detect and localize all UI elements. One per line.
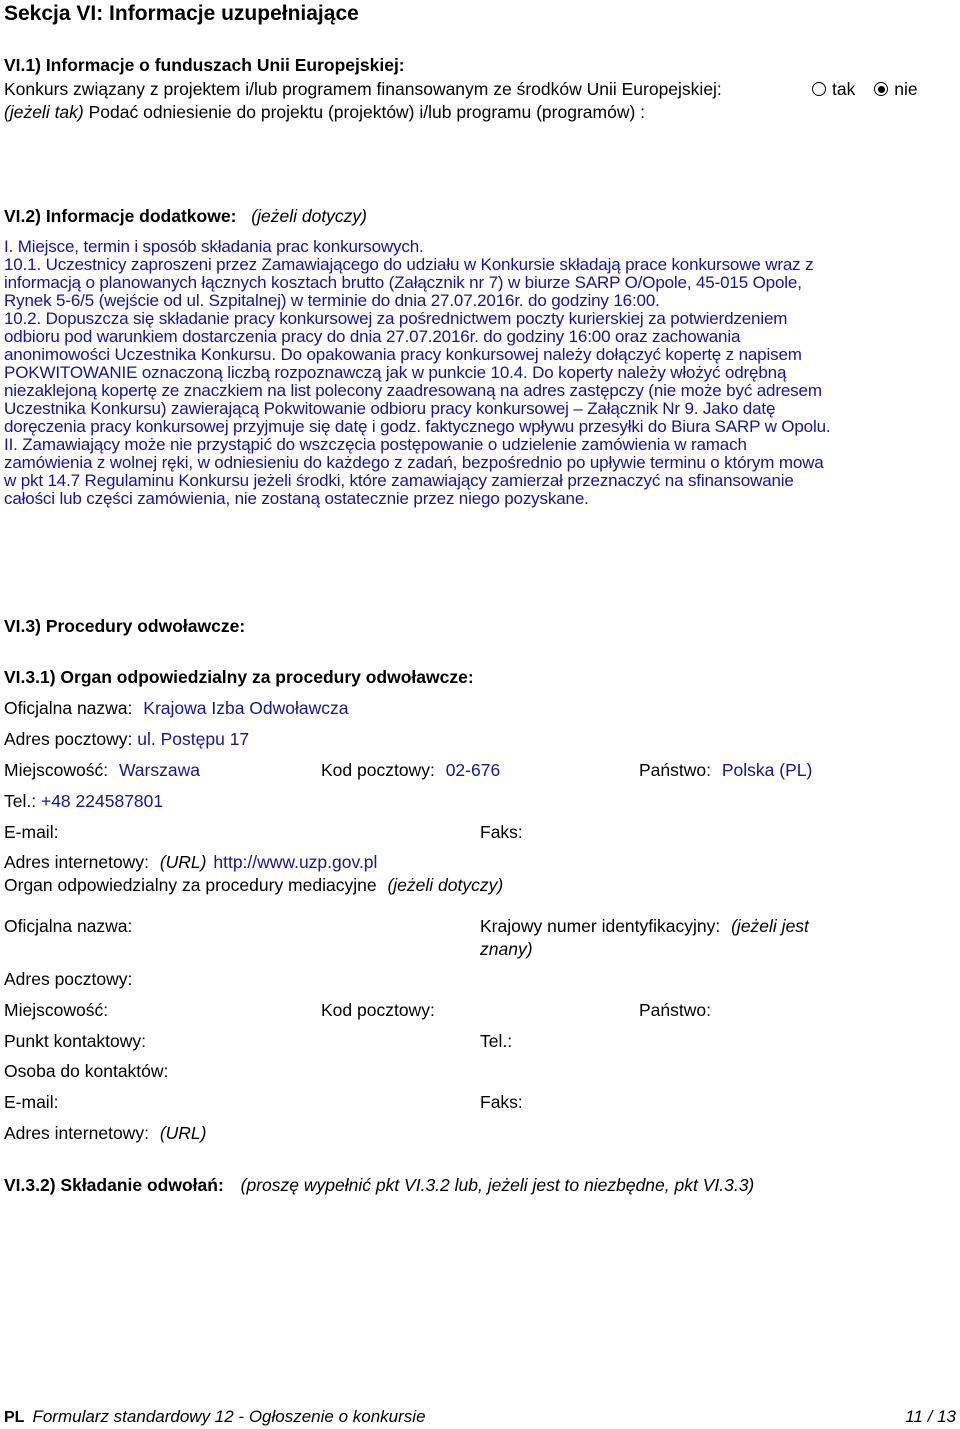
radio-nie[interactable]: nie bbox=[874, 79, 917, 99]
text-line: POKWITOWANIE oznaczoną liczbą rozpoznawczą jak w punkcie 10.4. Do koperty należy włożyć odrębną bbox=[4, 363, 787, 382]
eu-funds-question: Konkurs związany z projektem i/lub programem finansowanym ze środków Unii Europejskiej: bbox=[4, 79, 722, 99]
mediation-nid-note: znany) bbox=[480, 939, 533, 959]
mediation-fax-label: Faks: bbox=[480, 1092, 523, 1112]
review-body-fax-label: Faks: bbox=[480, 822, 523, 842]
review-body-tel-row: Tel.: +48 224587801 bbox=[4, 791, 164, 811]
mediation-web-row: Adres internetowy: (URL) bbox=[4, 1123, 207, 1143]
review-body-zip-row: Kod pocztowy: 02-676 bbox=[321, 760, 501, 780]
radio-selected-icon bbox=[874, 82, 888, 96]
additional-info-text bbox=[4, 238, 956, 508]
review-body-city: Warszawa bbox=[118, 760, 200, 780]
eu-project-reference-note: (jeżeli tak) Podać odniesienie do projektu (projektów) i/lub programu (programów) : bbox=[4, 102, 646, 122]
text-line: Uczestnika Konkursu) zawierającą Pokwitowanie odbioru pracy konkursowej – Załącznik Nr 9. Jako datę bbox=[4, 399, 776, 418]
mediation-zip-label: Kod pocztowy: bbox=[321, 1000, 435, 1020]
text-line: Rynek 5-6/5 (wejście od ul. Szpitalnej) w terminie do dnia 27.07.2016r. do godziny 16:00. bbox=[4, 291, 660, 310]
review-body-city-row: Miejscowość: Warszawa bbox=[4, 760, 200, 780]
mediation-email-label: E-mail: bbox=[4, 1092, 59, 1112]
review-body-country-row: Państwo: Polska (PL) bbox=[639, 760, 813, 780]
footer-code: PL bbox=[4, 1409, 25, 1426]
radio-group-eu-funds bbox=[812, 78, 918, 101]
radio-tak[interactable]: tak bbox=[812, 79, 855, 99]
review-body-web-row: Adres internetowy: (URL) http://www.uzp.gov.pl bbox=[4, 852, 378, 872]
text-line: informacją o planowanych łącznych kosztach brutto (Załącznik nr 7) w biurze SARP O/Opole, 45-015 Opole, bbox=[4, 273, 802, 292]
text-line: II. Zamawiający może nie przystąpić do wszczęcia postępowanie o udzielenie zamówienia w ramach bbox=[4, 435, 747, 454]
vi3-heading: VI.3) Procedury odwoławcze: bbox=[4, 616, 246, 636]
mediation-tel-label: Tel.: bbox=[480, 1031, 513, 1051]
vi1-heading: VI.1) Informacje o funduszach Unii Europejskiej: bbox=[4, 55, 405, 75]
text-line: 10.2. Dopuszcza się składanie pracy konkursowej za pośrednictwem poczty kurierskiej za potwierdzeniem bbox=[4, 309, 788, 328]
section-title: Sekcja VI: Informacje uzupełniające bbox=[4, 2, 359, 25]
mediation-address-label: Adres pocztowy: bbox=[4, 969, 133, 989]
vi31-heading: VI.3.1) Organ odpowiedzialny za procedury odwoławcze: bbox=[4, 667, 474, 687]
footer-title: Formularz standardowy 12 - Ogłoszenie o konkursie bbox=[32, 1407, 426, 1426]
text-line: zamówienia z wolnej ręki, w odniesieniu do każdego z zadań, bezpośrednio po upływie terminu o którym mowa bbox=[4, 453, 824, 472]
text-line: doręczenia pracy konkursowej przyjmuje się datę i godz. faktycznego wpływu przesyłki do Biura SARP w Opolu. bbox=[4, 417, 831, 436]
mediation-contact-label: Punkt kontaktowy: bbox=[4, 1031, 147, 1051]
vi2-heading-row: VI.2) Informacje dodatkowe: (jeżeli dotyczy) bbox=[4, 206, 368, 226]
mediation-city-label: Miejscowość: bbox=[4, 1000, 109, 1020]
text-line: I. Miejsce, termin i sposób składania prac konkursowych. bbox=[4, 237, 424, 256]
text-line: w pkt 14.7 Regulaminu Konkursu jeżeli środki, które zamawiający zamierzał przeznaczyć na sfinansowanie bbox=[4, 471, 794, 490]
review-body-zip: 02-676 bbox=[445, 760, 501, 780]
review-body-address: ul. Postępu 17 bbox=[137, 729, 250, 749]
mediation-country-label: Państwo: bbox=[639, 1000, 711, 1020]
page-footer bbox=[4, 1406, 956, 1429]
review-body-country: Polska (PL) bbox=[721, 760, 813, 780]
text-line: całości lub części zamówienia, nie zostaną ostatecznie przez niego pozyskane. bbox=[4, 489, 589, 508]
mediation-nid-row: Krajowy numer identyfikacyjny: (jeżeli jest bbox=[480, 916, 809, 936]
text-line: anonimowości Uczestnika Konkursu. Do opakowania pracy konkursowej należy dołączyć kopertę z napisem bbox=[4, 345, 802, 364]
text-line: niezaklejoną kopertę ze znaczkiem na list polecony zaadresowaną na adres zastępczy (nie może być adresem bbox=[4, 381, 822, 400]
mediation-heading-row: Organ odpowiedzialny za procedury mediacyjne (jeżeli dotyczy) bbox=[4, 875, 504, 895]
review-body-name-row: Oficjalna nazwa: Krajowa Izba Odwoławcza bbox=[4, 698, 349, 718]
radio-empty-icon bbox=[812, 82, 826, 96]
page-number: 11 / 13 bbox=[905, 1407, 956, 1426]
review-body-web-link[interactable]: http://www.uzp.gov.pl bbox=[213, 852, 378, 872]
review-body-email-label: E-mail: bbox=[4, 822, 59, 842]
mediation-name-label: Oficjalna nazwa: bbox=[4, 916, 133, 936]
review-body-name: Krajowa Izba Odwoławcza bbox=[143, 698, 349, 718]
text-line: 10.1. Uczestnicy zaproszeni przez Zamawiającego do udziału w Konkursie składają prace konkursowe wraz z bbox=[4, 255, 814, 274]
review-body-address-row: Adres pocztowy: ul. Postępu 17 bbox=[4, 729, 250, 749]
text-line: odbioru pod warunkiem dostarczenia pracy do dnia 27.07.2016r. do godziny 16:00 oraz zachowania bbox=[4, 327, 741, 346]
vi32-heading-row: VI.3.2) Składanie odwołań: (proszę wypełnić pkt VI.3.2 lub, jeżeli jest to niezbędne, pkt VI.3.3) bbox=[4, 1175, 755, 1195]
review-body-tel: +48 224587801 bbox=[40, 791, 164, 811]
mediation-person-label: Osoba do kontaktów: bbox=[4, 1061, 169, 1081]
